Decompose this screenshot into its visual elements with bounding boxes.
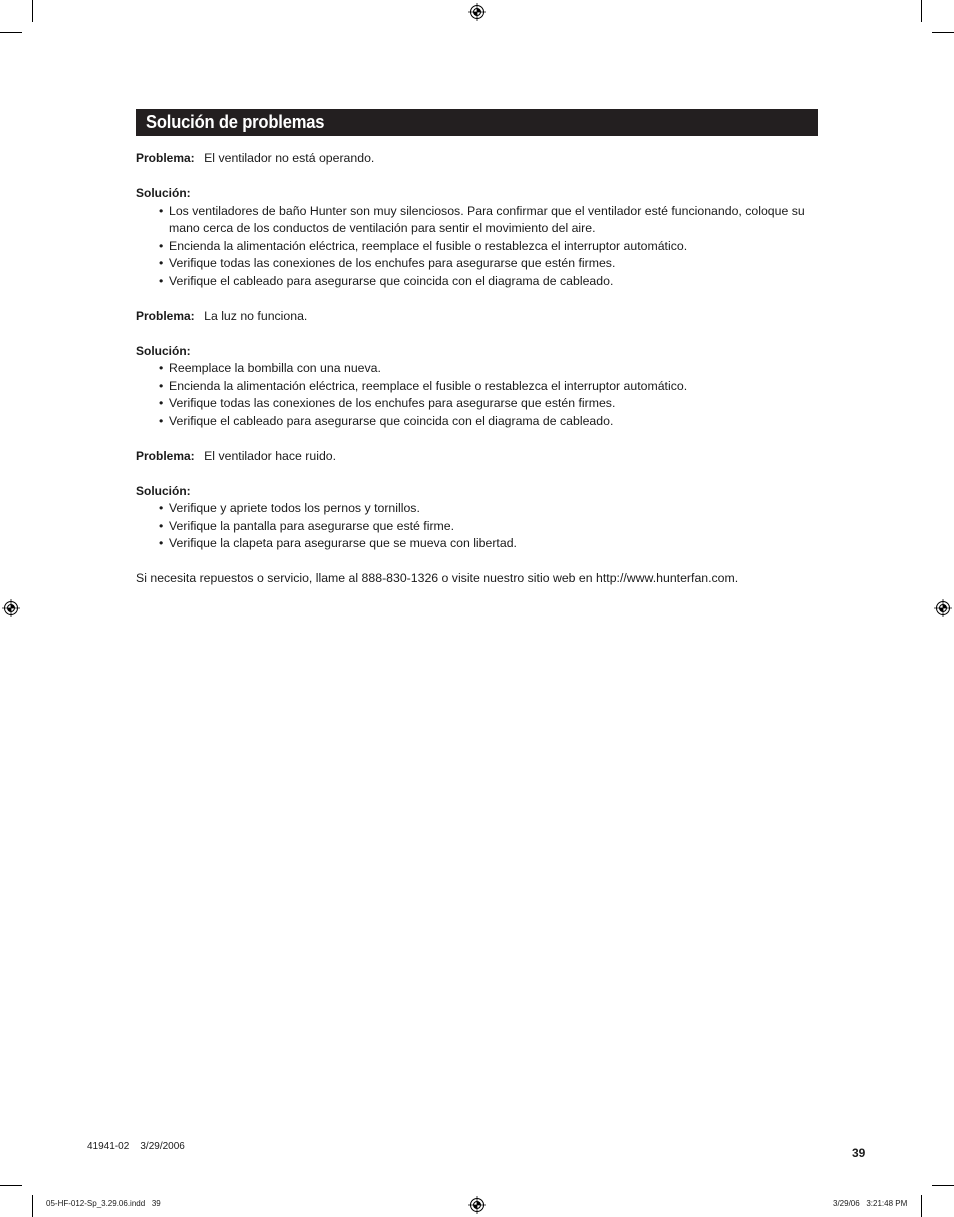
bullet-icon: • — [159, 203, 164, 218]
crop-mark-top-left-horizontal — [0, 32, 22, 33]
troubleshooting-content — [136, 150, 818, 588]
list-item-text: Verifique la pantalla para asegurarse que esté firme. — [169, 518, 455, 533]
crop-mark-top-right-horizontal — [932, 32, 954, 33]
bullet-icon: • — [159, 536, 164, 550]
registration-mark-icon — [468, 1196, 486, 1214]
bullet-icon: • — [159, 378, 164, 393]
bullet-icon: • — [159, 361, 164, 375]
document-code: 41941-02 3/29/2006 — [87, 1141, 185, 1152]
problem-section — [136, 448, 818, 553]
list-item-text: Verifique la clapeta para asegurarse que se mueva con libertad. — [169, 536, 517, 550]
problem-section — [136, 308, 818, 431]
registration-mark-icon — [2, 599, 20, 617]
page-title: Solución de problemas — [146, 112, 325, 132]
registration-mark-icon — [934, 599, 952, 617]
problem-text: El ventilador hace ruido. — [204, 448, 337, 463]
bullet-icon: • — [159, 518, 164, 533]
list-item-text: Verifique el cableado para asegurarse que coincida con el diagrama de cableado. — [169, 273, 614, 288]
list-item — [136, 518, 818, 536]
list-item-text: Verifique el cableado para asegurarse que coincida con el diagrama de cableado. — [169, 413, 614, 428]
bullet-icon: • — [159, 413, 164, 428]
list-item — [136, 203, 818, 238]
list-item — [136, 360, 818, 378]
list-item-text: Encienda la alimentación eléctrica, reemplace el fusible o restablezca el interruptor automático. — [169, 378, 688, 393]
problem-text: El ventilador no está operando. — [204, 151, 375, 165]
list-item-text: Verifique todas las conexiones de los enchufes para asegurarse que estén firmes. — [169, 256, 616, 270]
contact-note: Si necesita repuestos o servicio, llame al 888-830-1326 o visite nuestro sitio web en http://www.hunterfan.com. — [136, 571, 739, 585]
problem-line — [136, 308, 818, 326]
page-number: 39 — [852, 1146, 866, 1160]
crop-mark-top-left-vertical — [32, 0, 33, 22]
problem-line — [136, 150, 818, 168]
list-item-text: Los ventiladores de baño Hunter son muy silenciosos. Para confirmar que el ventilador esté funcionando, coloque su mano cerca de los conductos de ventilación para sentir el movimiento del aire. — [169, 203, 805, 235]
crop-mark-bottom-left-horizontal — [0, 1185, 22, 1186]
crop-mark-bottom-left-vertical — [32, 1195, 33, 1217]
problem-label: Problema: — [136, 308, 195, 323]
solution-list — [136, 203, 818, 291]
solution-label: Solución: — [136, 343, 191, 358]
list-item — [136, 255, 818, 273]
problem-label: Problema: — [136, 448, 195, 463]
solution-list — [136, 360, 818, 430]
solution-label: Solución: — [136, 186, 191, 200]
bullet-icon: • — [159, 396, 164, 410]
list-item-text: Reemplace la bombilla con una nueva. — [169, 361, 381, 375]
list-item — [136, 273, 818, 291]
problem-label: Problema: — [136, 151, 195, 165]
crop-mark-top-right-vertical — [921, 0, 922, 22]
section-title-bar — [136, 109, 818, 136]
problem-line — [136, 448, 818, 466]
crop-mark-bottom-right-horizontal — [932, 1185, 954, 1186]
bullet-icon: • — [159, 501, 164, 515]
list-item-text: Verifique y apriete todos los pernos y tornillos. — [169, 501, 420, 515]
bullet-icon: • — [159, 238, 164, 253]
list-item — [136, 378, 818, 396]
list-item — [136, 535, 818, 553]
list-item — [136, 238, 818, 256]
list-item — [136, 395, 818, 413]
registration-mark-icon — [468, 3, 486, 21]
bullet-icon: • — [159, 273, 164, 288]
file-slug: 05-HF-012-Sp_3.29.06.indd 39 — [46, 1199, 161, 1208]
timestamp-slug: 3/29/06 3:21:48 PM — [833, 1199, 908, 1208]
bullet-icon: • — [159, 256, 164, 270]
problem-text: La luz no funciona. — [204, 308, 308, 323]
list-item-text: Encienda la alimentación eléctrica, reemplace el fusible o restablezca el interruptor automático. — [169, 238, 688, 253]
list-item-text: Verifique todas las conexiones de los enchufes para asegurarse que estén firmes. — [169, 396, 616, 410]
solution-label: Solución: — [136, 483, 191, 498]
problem-section — [136, 150, 818, 290]
list-item — [136, 413, 818, 431]
list-item — [136, 500, 818, 518]
solution-list — [136, 500, 818, 553]
crop-mark-bottom-right-vertical — [921, 1195, 922, 1217]
